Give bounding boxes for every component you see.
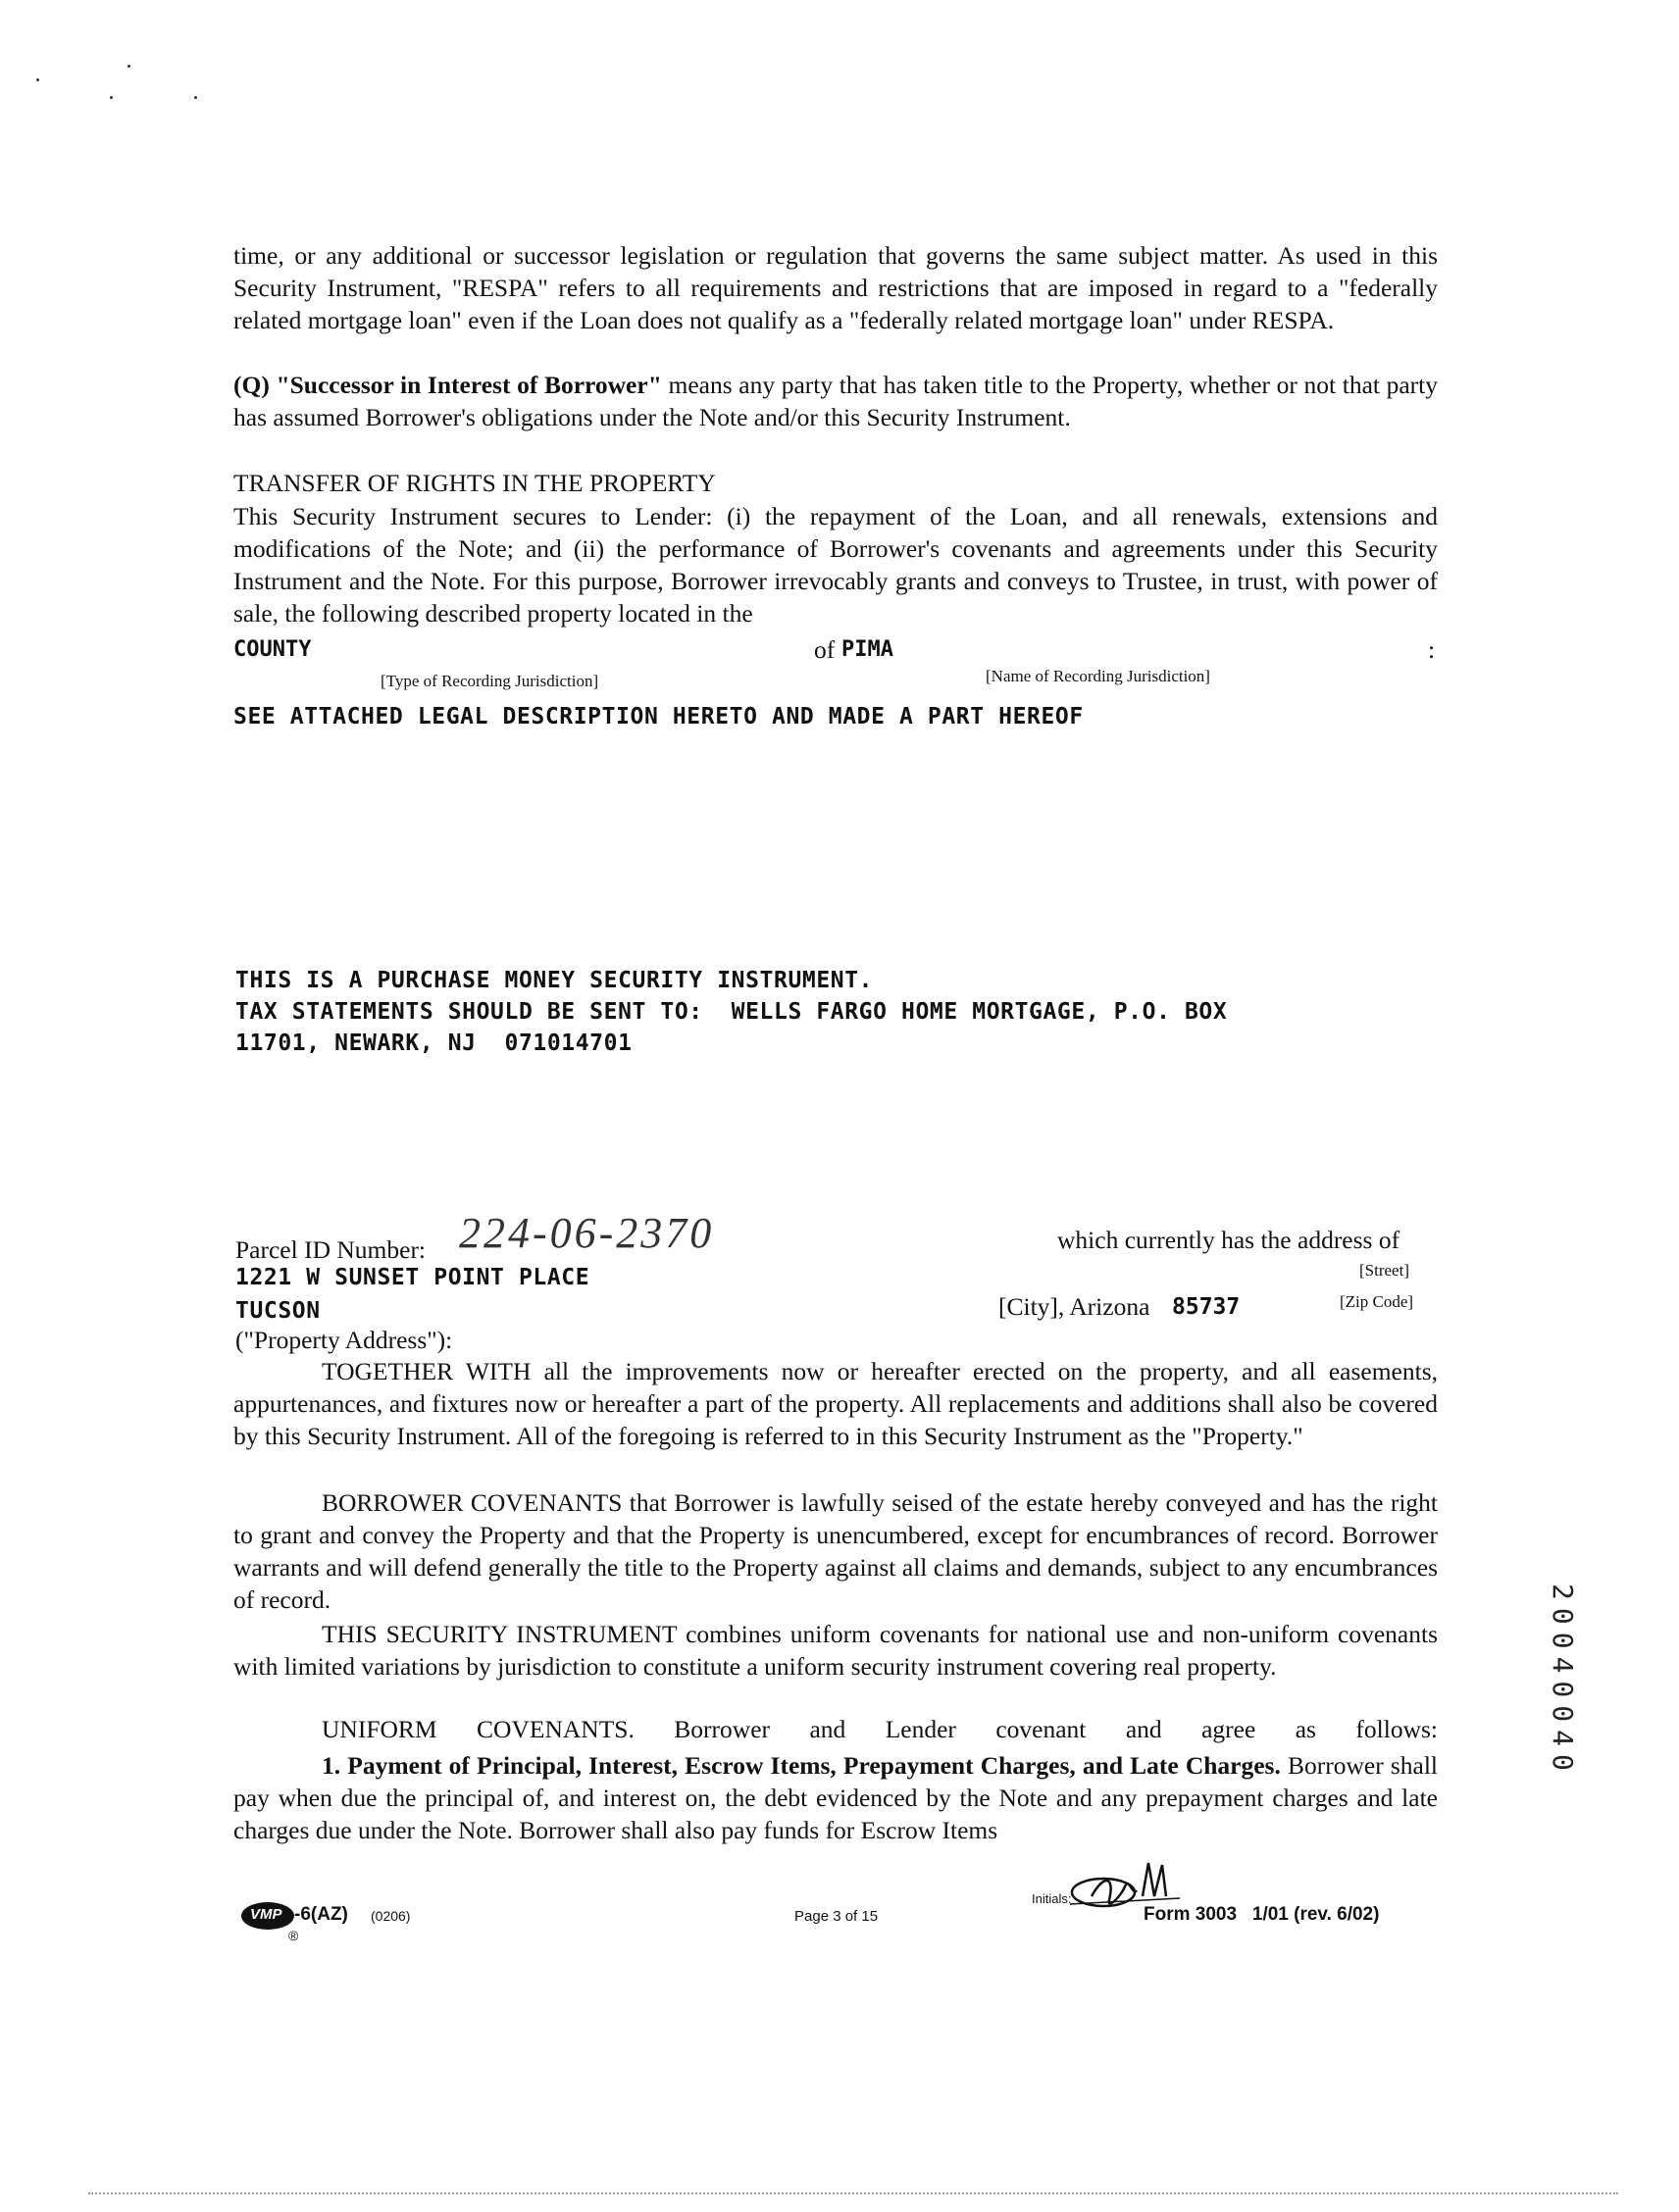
- city-caption: [City], Arizona: [998, 1292, 1150, 1321]
- vmp-logo-text: VMP: [250, 1906, 282, 1923]
- page-number: Page 3 of 15: [794, 1908, 879, 1925]
- city-value: TUCSON: [235, 1298, 321, 1324]
- scan-speck: [194, 96, 197, 99]
- jurisdiction-type-value: COUNTY: [233, 637, 312, 662]
- parcel-id-label: Parcel ID Number:: [235, 1235, 427, 1264]
- form-code: -6(AZ): [294, 1904, 348, 1925]
- property-address-label: ("Property Address"):: [235, 1326, 453, 1354]
- borrower-covenants-paragraph: BORROWER COVENANTS that Borrower is lawfully seised of the estate hereby conveyed and has the right to grant and convey the Property and that the Property is unencumbered, except for encumbrances of record. Borrower warrants and will defend generally the title to the Property against all claims and demands, subject to any encumbrances of record.: [233, 1488, 1438, 1614]
- scan-speck: [127, 65, 130, 68]
- respa-continuation-paragraph: time, or any additional or successor legislation or regulation that governs the same subject matter. As used in this Security Instrument, "RESPA" refers to all requirements and restrictions that are imposed in regard to a "federally related mortgage loan" even if the Loan does not qualify as a "federally related mortgage loan" under RESPA.: [233, 241, 1438, 334]
- uniform-covenants-line: UNIFORM COVENANTS. Borrower and Lender covenant and agree as follows:: [322, 1715, 1438, 1743]
- successor-definition-paragraph: [233, 369, 1438, 433]
- side-recording-stamp: 20040040: [1547, 1584, 1579, 1779]
- purchase-money-line-2: TAX STATEMENTS SHOULD BE SENT TO: WELLS FARGO HOME MORTGAGE, P.O. BOX: [235, 999, 1228, 1025]
- zip-value: 85737: [1172, 1294, 1241, 1320]
- vmp-logo: [241, 1902, 294, 1930]
- form-date: (0206): [371, 1908, 411, 1924]
- scan-edge: [88, 2192, 1618, 2194]
- successor-term: (Q) "Successor in Interest of Borrower": [233, 371, 662, 399]
- section-1-text: Borrower shall pay when due the principal of, and interest on, the debt evidenced by the Note and any prepayment charges and late charges due under the Note. Borrower shall also pay funds for Escrow Items: [233, 1751, 1438, 1844]
- initials-label: Initials:: [1032, 1891, 1072, 1906]
- jurisdiction-of-label: of: [814, 635, 836, 664]
- jurisdiction-name-value: PIMA: [841, 637, 893, 662]
- street-value: 1221 W SUNSET POINT PLACE: [235, 1265, 590, 1290]
- purchase-money-line-1: THIS IS A PURCHASE MONEY SECURITY INSTRUMENT.: [235, 968, 874, 993]
- successor-text: means any party that has taken title to the Property, whether or not that party has assumed Borrower's obligations under the Note and/or this Security Instrument.: [233, 371, 1439, 431]
- jurisdiction-type-caption: [Type of Recording Jurisdiction]: [381, 672, 599, 690]
- purchase-money-line-3: 11701, NEWARK, NJ 071014701: [235, 1031, 633, 1056]
- registered-mark: ®: [288, 1928, 299, 1943]
- purchase-money-block: [235, 965, 1227, 1059]
- transfer-heading: TRANSFER OF RIGHTS IN THE PROPERTY: [233, 469, 716, 497]
- this-security-instrument-paragraph: THIS SECURITY INSTRUMENT combines uniform covenants for national use and non-uniform covenants with limited variations by jurisdiction to constitute a uniform security instrument covering real property.: [233, 1620, 1438, 1681]
- parcel-id-handwritten: 224-06-2370: [459, 1209, 715, 1257]
- zip-caption: [Zip Code]: [1340, 1292, 1414, 1311]
- transfer-paragraph: This Security Instrument secures to Lender: (i) the repayment of the Loan, and all renewals, extensions and modifications of the Note; and (ii) the performance of Borrower's covenants and agreements under this Security Instrument and the Note. For this purpose, Borrower irrevocably grants and conveys to Trustee, in trust, with power of sale, the following described property located in the: [233, 502, 1438, 628]
- legal-description: SEE ATTACHED LEGAL DESCRIPTION HERETO AND MADE A PART HEREOF: [233, 704, 1084, 729]
- jurisdiction-colon: :: [1428, 635, 1436, 664]
- scan-speck: [110, 96, 113, 99]
- together-with-paragraph: TOGETHER WITH all the improvements now or hereafter erected on the property, and all easements, appurtenances, and fixtures now or hereafter a part of the property. All replacements and additions shall also be covered by this Security Instrument. All of the foregoing is referred to in this Security Instrument as the "Property.": [233, 1357, 1438, 1450]
- street-caption: [Street]: [1359, 1261, 1409, 1280]
- jurisdiction-name-caption: [Name of Recording Jurisdiction]: [986, 667, 1210, 685]
- section-1-heading: 1. Payment of Principal, Interest, Escrow Items, Prepayment Charges, and Late Charges.: [322, 1751, 1281, 1780]
- scan-speck: [36, 78, 39, 81]
- section-1-paragraph: [233, 1749, 1438, 1846]
- form-number: Form 3003 1/01 (rev. 6/02): [1144, 1904, 1380, 1925]
- address-intro: which currently has the address of: [1057, 1226, 1400, 1254]
